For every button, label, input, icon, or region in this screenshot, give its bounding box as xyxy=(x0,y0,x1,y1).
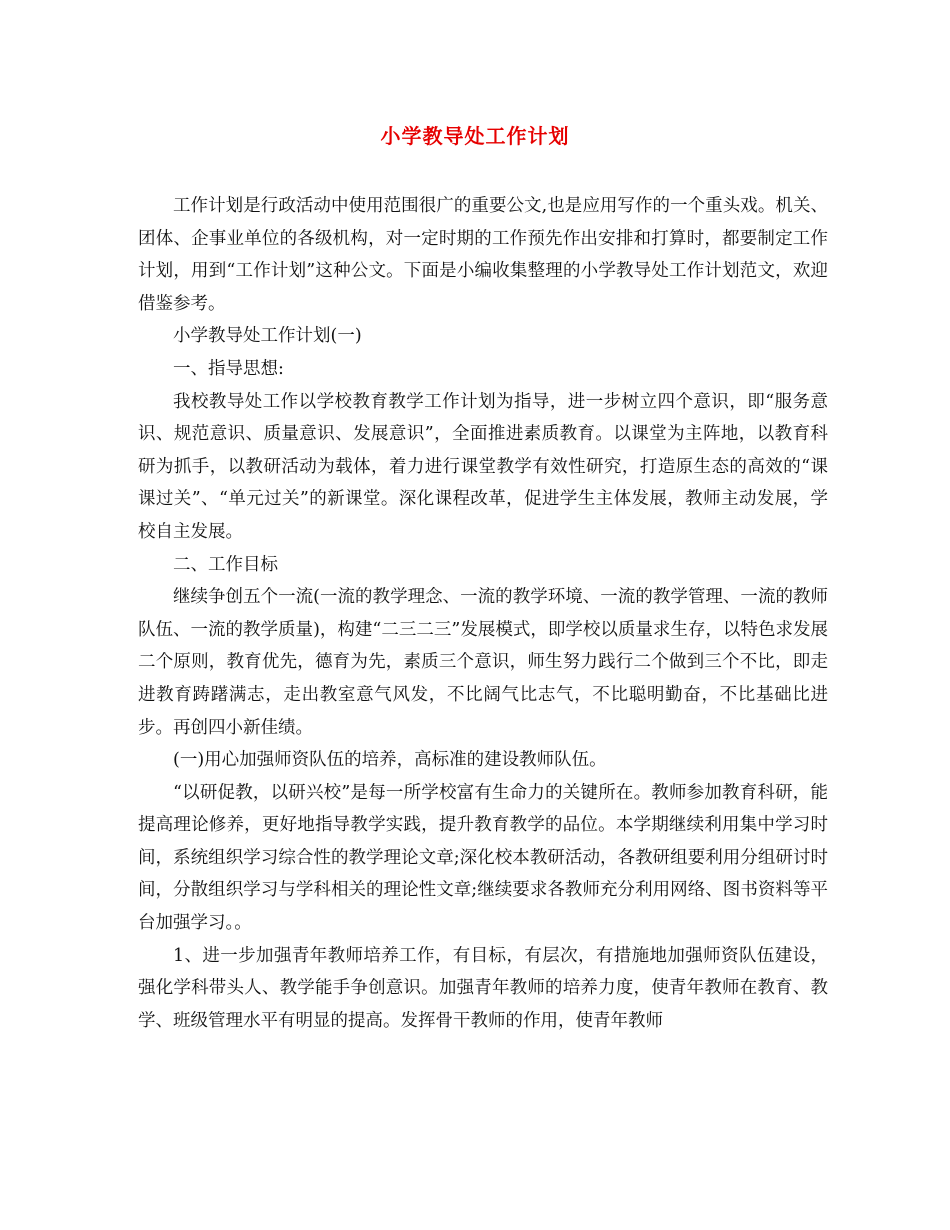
document-title: 小学教导处工作计划 xyxy=(380,124,570,148)
paragraph-intro: 工作计划是行政活动中使用范围很广的重要公文,也是应用写作的一个重头戏。机关、团体、企事业单位的各级机构，对一定时期的工作预先作出安排和打算时，都要制定工作计划，用到“工作计划”这种公文。下面是小编收集整理的小学教导处工作计划范文，欢迎借鉴参考。 xyxy=(138,196,828,314)
paragraph-young-teachers: 1、进一步加强青年教师培养工作，有目标，有层次，有措施地加强师资队伍建设，强化学科带头人、教学能手争创意识。加强青年教师的培养力度，使青年教师在教育、教学、班级管理水平有明显的提高。发挥骨干教师的作用，使青年教师 xyxy=(138,945,828,1031)
paragraph-work-goals: 继续争创五个一流(一流的教学理念、一流的教学环境、一流的教学管理、一流的教师队伍、一流的教学质量)，构建“二三二三”发展模式，即学校以质量求生存，以特色求发展二个原则，教育优先，德育为先，素质三个意识，师生努力践行二个做到三个不比，即走进教育踌躇满志，走出教室意气风发，不比阔气比志气，不比聪明勤奋，不比基础比进步。再创四小新佳绩。 xyxy=(138,587,828,738)
paragraph-research: “以研促教，以研兴校”是每一所学校富有生命力的关键所在。教师参加教育科研，能提高理论修养，更好地指导教学实践，提升教育教学的品位。本学期继续利用集中学习时间，系统组织学习综合性的教学理论文章;深化校本教研活动，各教研组要利用分组研讨时间，分散组织学习与学科相关的理论性文章;继续要求各教师充分利用网络、图书资料等平台加强学习。。 xyxy=(138,782,828,934)
document-body xyxy=(138,190,828,1037)
section-heading-work-goals: 二、工作目标 xyxy=(173,554,278,575)
section-heading-guiding-thought: 一、指导思想: xyxy=(173,358,284,379)
section-heading-plan-1: 小学教导处工作计划(一) xyxy=(173,326,362,347)
subheading-teacher-training: (一)用心加强师资队伍的培养，高标准的建设教师队伍。 xyxy=(173,750,607,771)
paragraph-guiding-thought: 我校教导处工作以学校教育教学工作计划为指导，进一步树立四个意识，即“服务意识、规范意识、质量意识、发展意识”，全面推进素质教育。以课堂为主阵地，以教育科研为抓手，以教研活动为载体，着力进行课堂教学有效性研究，打造原生态的高效的“课课过关”、“单元过关”的新课堂。深化课程改革，促进学生主体发展，教师主动发展，学校自主发展。 xyxy=(138,391,828,542)
